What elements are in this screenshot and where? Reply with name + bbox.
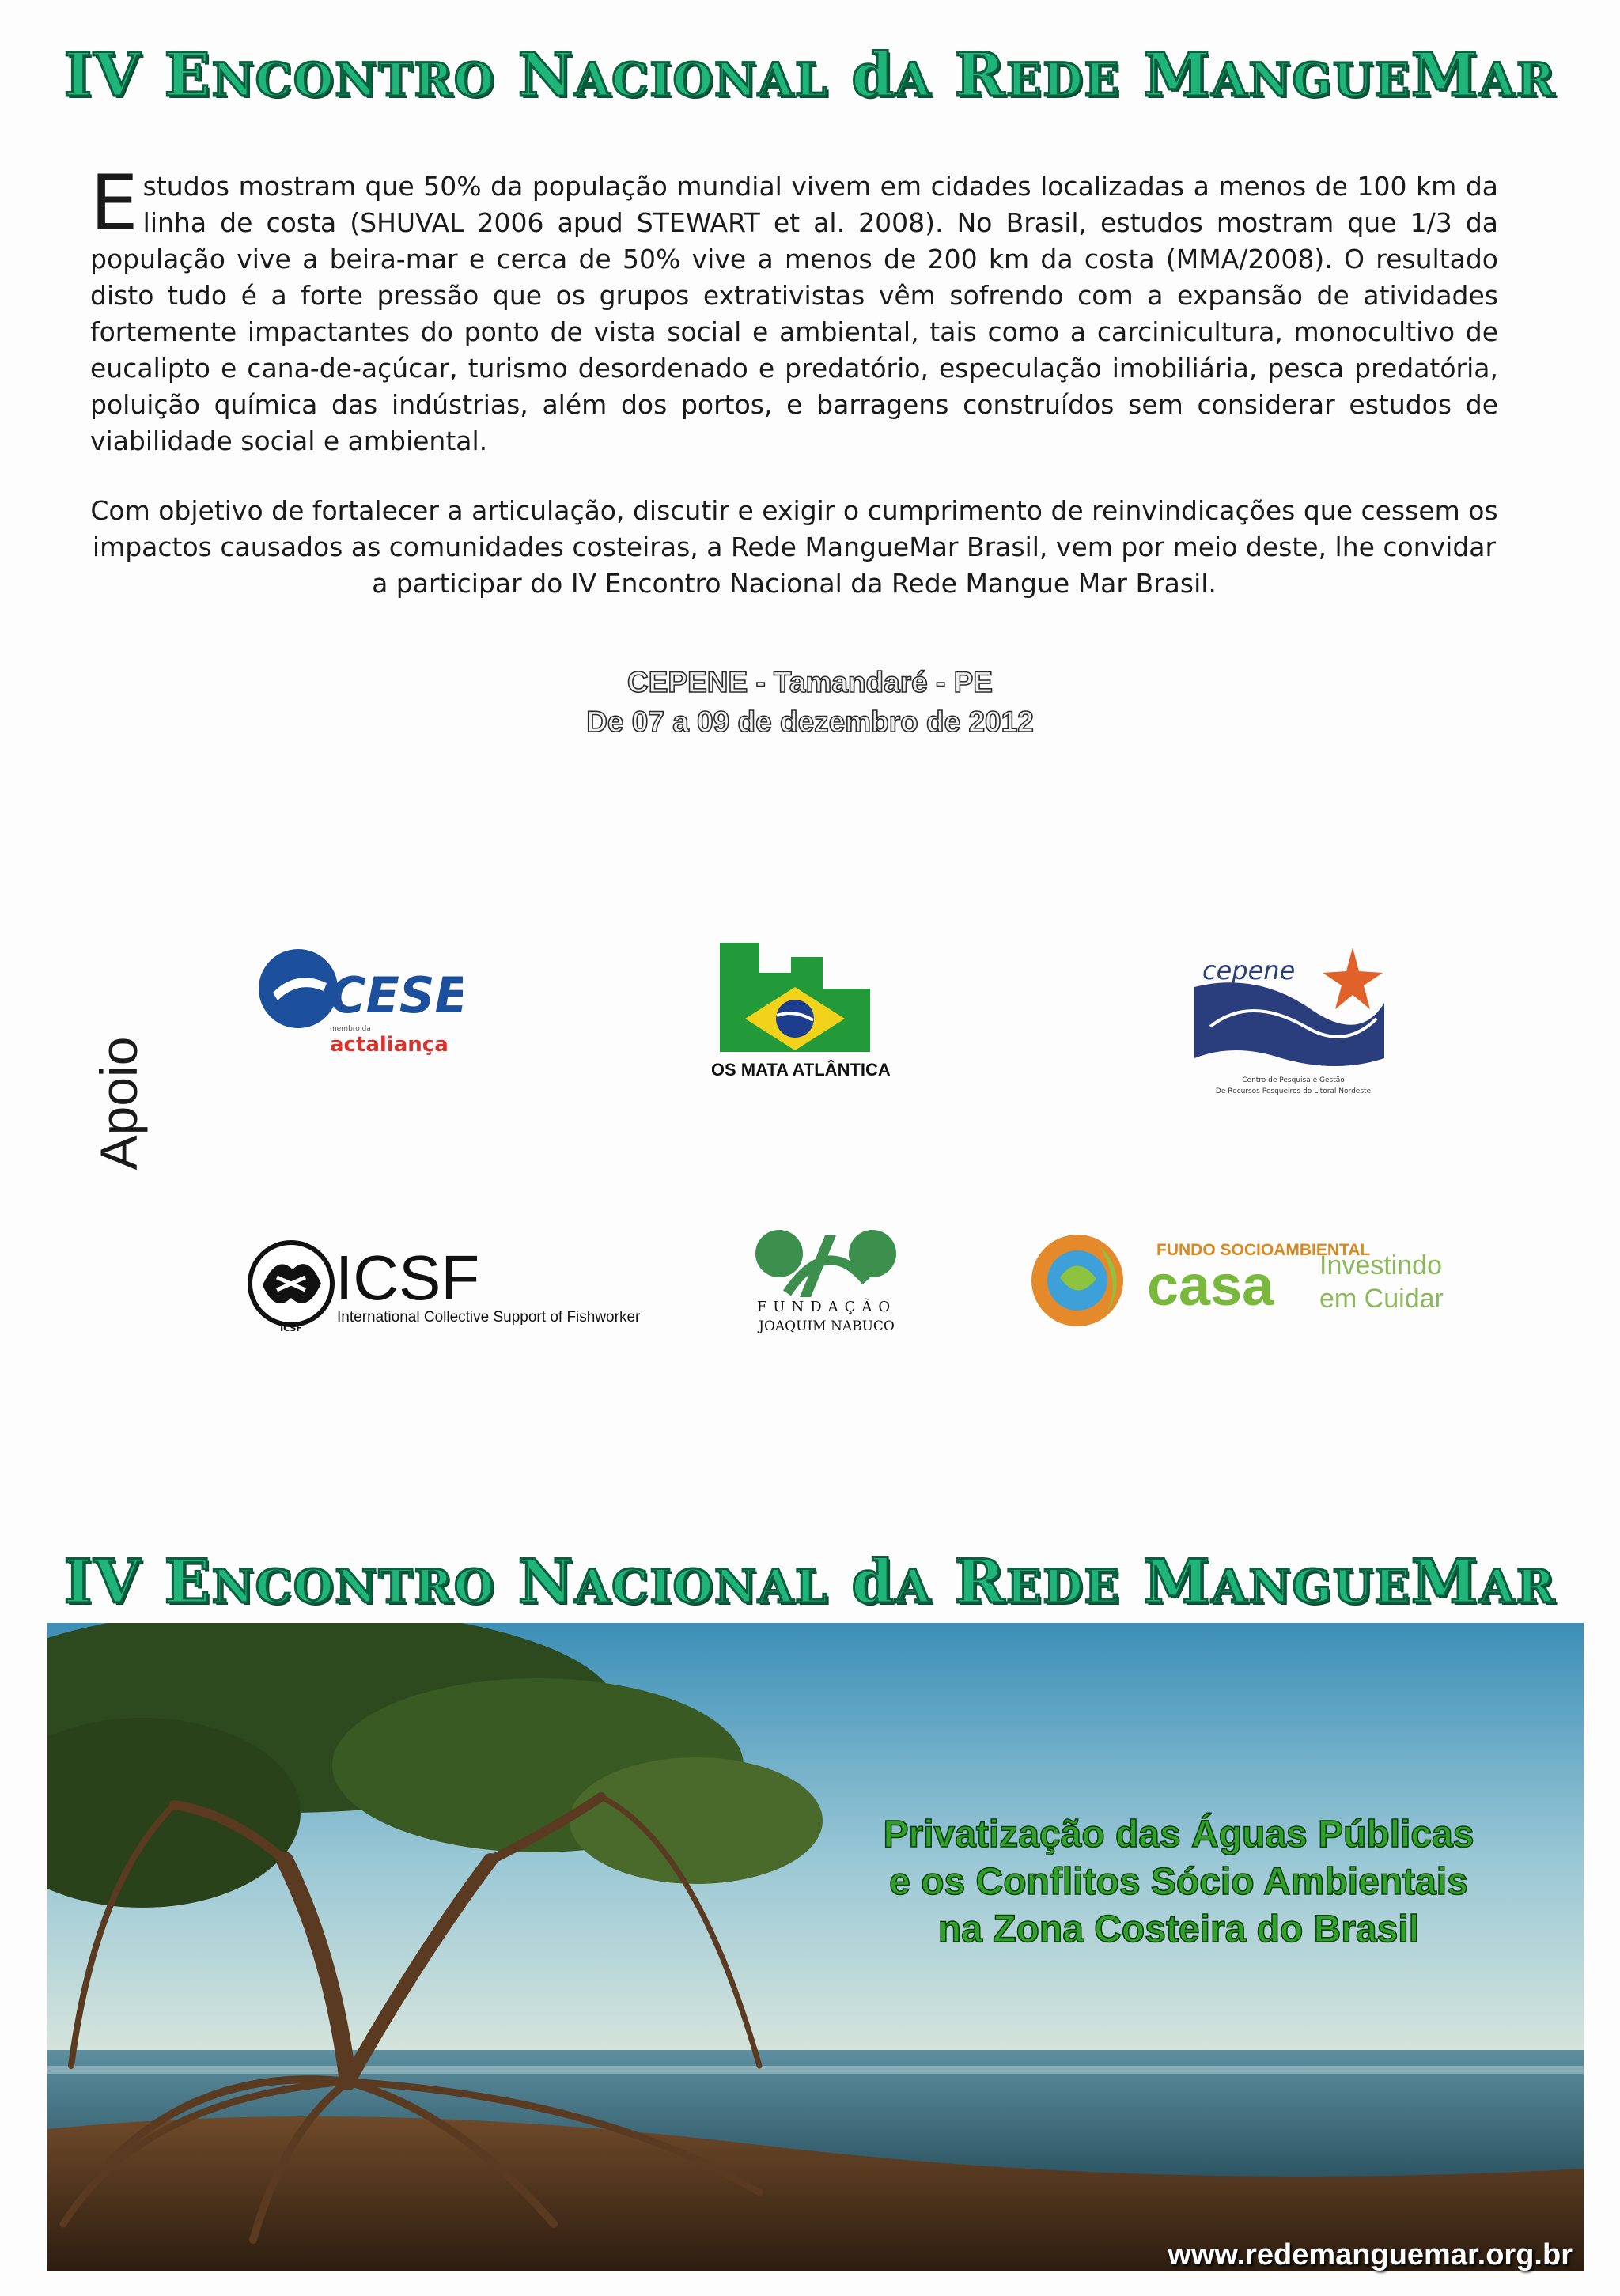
- fundaj-line-2: JOAQUIM NABUCO: [759, 1318, 895, 1334]
- banner-title-line: e os Conflitos Sócio Ambientais: [889, 1861, 1468, 1903]
- title-word: REDE: [955, 1546, 1121, 1617]
- invite-paragraph: Com objetivo de fortalecer a articulação, discutir e exigir o cumprimento de reinvindicações que cessem os impactos causados as comunidades costeiras, a Rede MangueMar Brasil, vem por meio deste, lhe convidar a participar do IV Encontro Nacional da Rede Mangue Mar Brasil.: [90, 495, 1498, 599]
- banner-heading: [0, 1546, 1620, 1617]
- cese-logo: [257, 945, 463, 1064]
- cese-small: membro da: [330, 1025, 371, 1033]
- cese-sub: actaliança: [330, 1033, 449, 1057]
- casa-tag-1: Investindo: [1319, 1250, 1442, 1280]
- title-word: MANGUEMAR: [1143, 40, 1557, 110]
- casa-tag-2: em Cuidar: [1319, 1284, 1444, 1314]
- banner-title: [823, 1811, 1535, 1954]
- cepene-name: cepene: [1202, 955, 1296, 985]
- banner-title-line: Privatização das Águas Públicas: [883, 1814, 1474, 1855]
- casa-name: casa: [1147, 1254, 1274, 1318]
- icsf-name: ICSF: [335, 1243, 480, 1313]
- cepene-caption-1: Centro de Pesquisa e Gestão: [1242, 1076, 1345, 1084]
- cese-name: CESE: [330, 966, 463, 1024]
- cepene-logo: [1187, 940, 1400, 1102]
- title-word: ENCONTRO: [164, 1546, 496, 1617]
- intro-paragraph: [90, 159, 1498, 460]
- title-word: NACIONAL: [517, 40, 829, 110]
- sos-mata-atlantica-logo: [712, 941, 894, 1084]
- support-label: Apoio: [89, 1036, 148, 1171]
- page-title: [0, 40, 1620, 110]
- title-word: dA: [851, 40, 933, 110]
- title-word: IV: [63, 40, 142, 110]
- icsf-badge: ICSF: [280, 1323, 302, 1333]
- title-word: NACIONAL: [517, 1546, 829, 1617]
- title-word: REDE: [955, 40, 1121, 110]
- title-word: ENCONTRO: [164, 40, 496, 110]
- drop-cap: E: [90, 159, 138, 248]
- cepene-caption-2: De Recursos Pesqueiros do Litoral Nordeste: [1215, 1087, 1372, 1095]
- event-date: De 07 a 09 de dezembro de 2012: [586, 705, 1034, 738]
- casa-top: FUNDO SOCIOAMBIENTAL: [1156, 1241, 1371, 1259]
- mangrove-photo: [47, 1623, 1584, 2271]
- icsf-caption: International Collective Support of Fishworkers: [337, 1309, 641, 1326]
- title-word: dA: [851, 1546, 933, 1617]
- banner-title-line: na Zona Costeira do Brasil: [937, 1908, 1420, 1950]
- fundacao-joaquim-nabuco-logo: [732, 1218, 922, 1337]
- icsf-logo: [245, 1238, 641, 1337]
- title-word: MANGUEMAR: [1143, 1546, 1557, 1617]
- event-place: CEPENE - Tamandaré - PE: [627, 666, 993, 698]
- sos-name: SOS MATA ATLÂNTICA: [712, 1060, 891, 1080]
- fundo-casa-logo: [1028, 1230, 1471, 1333]
- website-link[interactable]: www.redemanguemar.org.br: [1168, 2238, 1573, 2271]
- fundaj-line-1: FUNDAÇÃO: [756, 1299, 897, 1315]
- intro-text: studos mostram que 50% da população mundial vivem em cidades localizadas a menos de 100 km da linha de costa (SHUVAL 2006 apud STEWART et al. 2008). No Brasil, estudos mostram que 1/3 da população vive a beira-mar e cerca de 50% vive a menos de 200 km da costa (MMA/2008). O resultado disto tudo é a forte pressão que os grupos extrativistas vêm sofrendo com a expansão de atividades fortemente impactantes do ponto de vista social e ambiental, tais como a carcinicultura, monocultivo de eucalipto e cana-de-açúcar, turismo desordenado e predatório, especulação imobiliária, pesca predatória, poluição química das indústrias, além dos portos, e barragens construídos sem considerar estudos de viabilidade social e ambiental.: [90, 171, 1498, 456]
- title-word: IV: [63, 1546, 142, 1617]
